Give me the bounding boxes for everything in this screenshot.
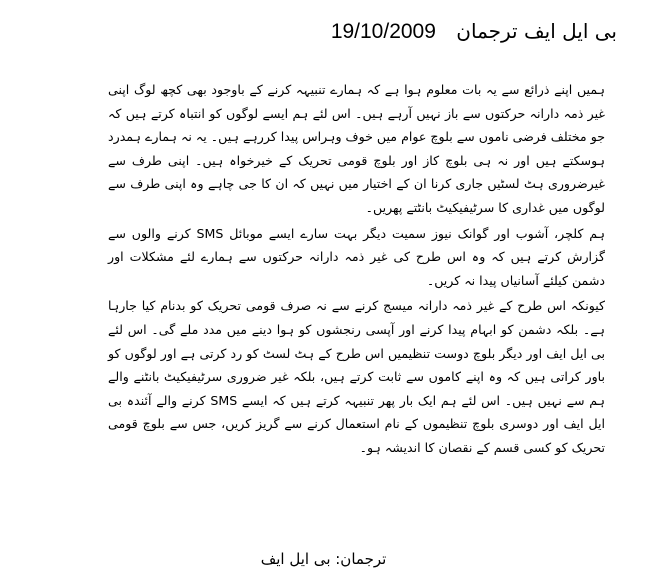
- paragraph-warning: ہمیں اپنے ذرائع سے یہ بات معلوم ہوا ہے کہ ہمارے تنبیہہ کرنے کے باوجود بھی کچھ لوگ اپنی غیر ذمہ دارانہ حرکتوں سے باز نہیں آرہے ہیں۔ اس لئے ہم ایسے لوگوں کو انتباہ کرتے ہیں کہ جو مختلف فرضی ناموں سے بلوچ عوام میں خوف وہراس پیدا کررہے ہیں۔ یہ نہ ہمارے ہمدرد ہوسکتے ہیں اور نہ ہی بلوچ کاز اور بلوچ قومی تحریک کے خیرخواہ ہیں۔ اپنی طرف سے غیرضروری ہٹ لسٹیں جاری کرنا ان کے اختیار میں نہیں کہ ان کا جی چاہے وہ اپنی طرف سے لوگوں میں غداری کا سرٹیفیکیٹ بانٹتے پھریں۔: [108, 82, 605, 215]
- document-title: بی ایل ایف ترجمان: [456, 19, 617, 43]
- paragraph-request: ہم کلچر، آشوب اور گوانک نیوز سمیت دیگر بہت سارے ایسے موبائل SMS کرنے والوں سے گزارش کرتے ہیں کہ وہ اس طرح کی غیر ذمہ دارانہ حرکتوں سے ہمارے لئے مشکلات اور دشمن کیلئے آسانیاں پیدا نہ کریں۔: [108, 225, 605, 288]
- document-header: [331, 18, 617, 45]
- signature-line: ترجمان: بی ایل ایف: [260, 550, 387, 568]
- release-date: 19/10/2009: [330, 20, 436, 43]
- statement-body: [108, 78, 605, 460]
- paragraph-reasoning: کیونکہ اس طرح کے غیر ذمہ دارانہ میسج کرنے سے نہ صرف قومی تحریک کو بدنام کیا جارہا ہے۔ بلکہ دشمن کو ابہام پیدا کرنے اور آپسی رنجشوں کو ہوا دینے میں مدد ملے گی۔ اس لئے بی ایل ایف اور دیگر بلوچ دوست تنظیمیں اس طرح کے ہٹ لسٹ کو رد کرتی ہے اور لوگوں کو باور کراتی ہیں کہ وہ اپنے کاموں سے ثابت کرتے ہیں، بلکہ غیر ضروری سرٹیفیکیٹ بانٹنے والے ہم سے نہیں ہیں۔ اس لئے ہم ایک بار پھر تنبیہہ کرتے ہیں کہ ایسے SMS کرنے والے آئندہ بی ایل ایف اور دوسری بلوچ تنظیموں کے نام استعمال کرنے سے گریز کریں، جس سے بلوچ قومی تحریک کو کسی قسم کے نقصان کا اندیشہ ہو۔: [108, 298, 606, 455]
